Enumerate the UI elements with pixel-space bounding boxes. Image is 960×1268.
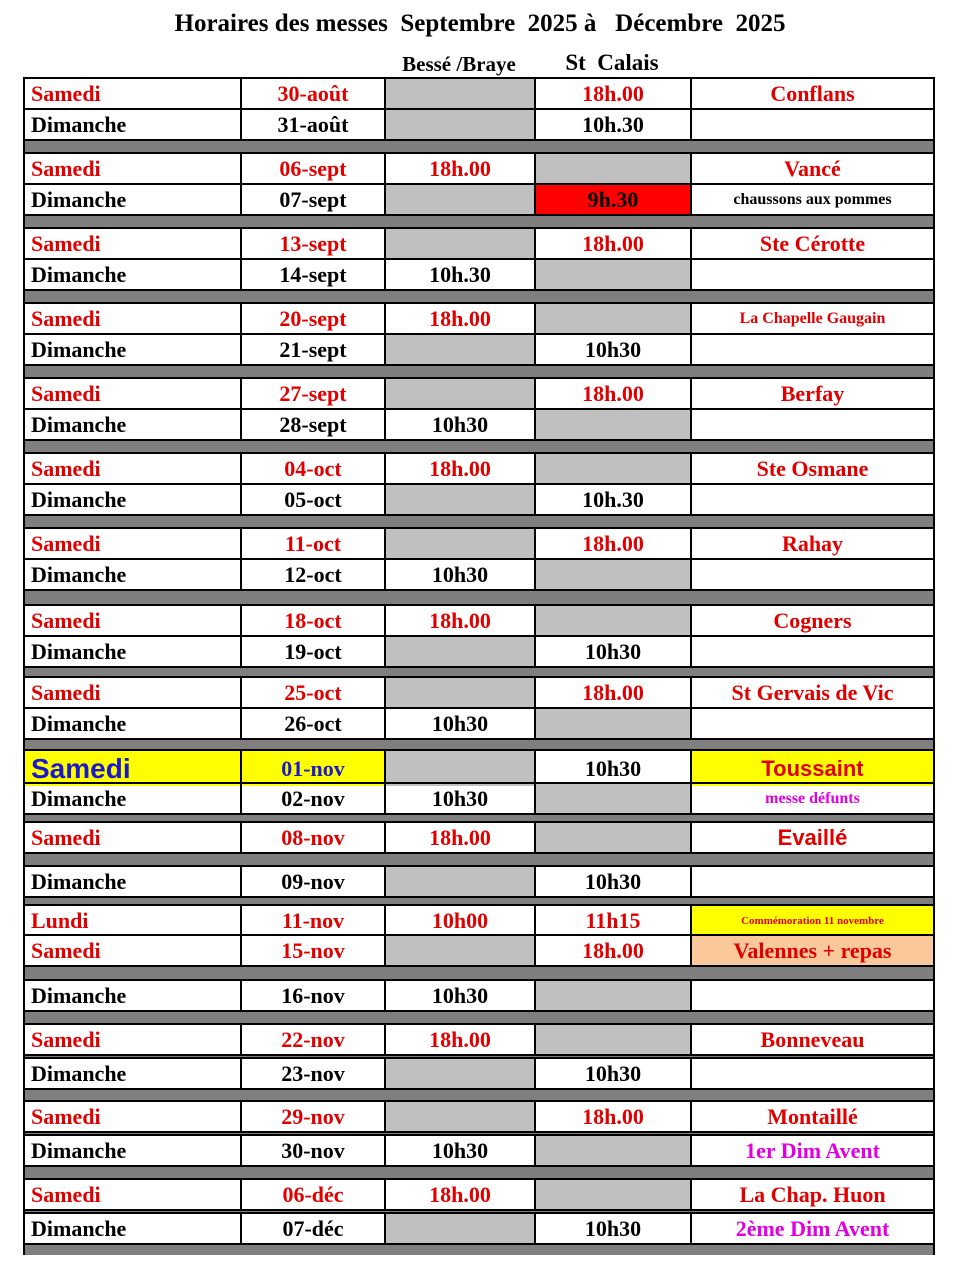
date-cell: 09-nov xyxy=(240,865,384,896)
date-cell: 22-nov xyxy=(240,1023,384,1054)
besse-time-cell: 18h.00 xyxy=(384,821,534,852)
note-cell: Ste Cérotte xyxy=(690,227,935,258)
day-cell: Dimanche xyxy=(23,108,240,139)
note-cell: Montaillé xyxy=(690,1100,935,1131)
note-cell xyxy=(690,108,935,139)
note-cell xyxy=(690,635,935,666)
st-calais-time-cell xyxy=(534,979,690,1010)
day-cell: Samedi xyxy=(23,934,240,965)
note-cell: La Chapelle Gaugain xyxy=(690,302,935,333)
date-cell: 18-oct xyxy=(240,604,384,635)
note-cell xyxy=(690,558,935,589)
note-cell: Conflans xyxy=(690,77,935,108)
st-calais-time-cell: 9h.30 xyxy=(534,183,690,214)
table-row xyxy=(23,152,935,183)
row-separator xyxy=(23,589,935,604)
row-separator xyxy=(23,1165,935,1178)
st-calais-time-cell: 18h.00 xyxy=(534,1100,690,1131)
date-cell: 06-déc xyxy=(240,1178,384,1209)
st-calais-time-cell: 18h.00 xyxy=(534,227,690,258)
day-cell: Samedi xyxy=(23,452,240,483)
table-row xyxy=(23,604,935,635)
table-row xyxy=(23,183,935,214)
row-separator xyxy=(23,439,935,452)
st-calais-time-cell: 18h.00 xyxy=(534,676,690,707)
table-row xyxy=(23,77,935,108)
st-calais-time-cell xyxy=(534,152,690,183)
besse-time-cell xyxy=(384,934,534,965)
note-cell xyxy=(690,258,935,289)
table-row xyxy=(23,333,935,364)
besse-time-cell: 18h.00 xyxy=(384,1023,534,1054)
st-calais-time-cell: 11h15 xyxy=(534,904,690,935)
row-separator xyxy=(23,738,935,749)
date-cell: 14-sept xyxy=(240,258,384,289)
day-cell: Samedi xyxy=(23,604,240,635)
date-cell: 02-nov xyxy=(240,782,384,813)
st-calais-time-cell xyxy=(534,258,690,289)
day-cell: Samedi xyxy=(23,77,240,108)
table-row xyxy=(23,1178,935,1209)
table-row xyxy=(23,1023,935,1054)
column-header-st-calais: St Calais xyxy=(565,50,659,75)
besse-time-cell: 10h30 xyxy=(384,782,534,813)
besse-time-cell: 10h30 xyxy=(384,1134,534,1165)
st-calais-time-cell xyxy=(534,1178,690,1209)
date-cell: 31-août xyxy=(240,108,384,139)
note-cell: Toussaint xyxy=(690,749,935,786)
table-row xyxy=(23,749,935,786)
row-separator xyxy=(23,1243,935,1255)
day-cell: Dimanche xyxy=(23,707,240,738)
st-calais-time-cell: 10h30 xyxy=(534,333,690,364)
note-cell: 2ème Dim Avent xyxy=(690,1212,935,1243)
row-separator xyxy=(23,214,935,227)
table-row xyxy=(23,934,935,965)
besse-time-cell xyxy=(384,865,534,896)
day-cell: Dimanche xyxy=(23,1057,240,1088)
table-row xyxy=(23,676,935,707)
date-cell: 27-sept xyxy=(240,377,384,408)
besse-time-cell xyxy=(384,676,534,707)
date-cell: 04-oct xyxy=(240,452,384,483)
row-separator xyxy=(23,896,935,904)
date-cell: 29-nov xyxy=(240,1100,384,1131)
note-cell xyxy=(690,865,935,896)
besse-time-cell xyxy=(384,635,534,666)
st-calais-time-cell: 10h30 xyxy=(534,635,690,666)
note-cell: Vancé xyxy=(690,152,935,183)
besse-time-cell xyxy=(384,749,534,786)
date-cell: 11-nov xyxy=(240,904,384,935)
besse-time-cell xyxy=(384,1057,534,1088)
table-row xyxy=(23,979,935,1010)
day-cell: Samedi xyxy=(23,152,240,183)
day-cell: Dimanche xyxy=(23,483,240,514)
date-cell: 05-oct xyxy=(240,483,384,514)
day-cell: Dimanche xyxy=(23,258,240,289)
besse-time-cell: 18h.00 xyxy=(384,452,534,483)
table-row xyxy=(23,1134,935,1165)
st-calais-time-cell: 10h.30 xyxy=(534,483,690,514)
table-row xyxy=(23,707,935,738)
note-cell: Bonneveau xyxy=(690,1023,935,1054)
st-calais-time-cell: 10h30 xyxy=(534,1212,690,1243)
day-cell: Dimanche xyxy=(23,333,240,364)
note-cell: 1er Dim Avent xyxy=(690,1134,935,1165)
note-cell xyxy=(690,333,935,364)
besse-time-cell: 10h30 xyxy=(384,408,534,439)
besse-time-cell: 18h.00 xyxy=(384,152,534,183)
besse-time-cell xyxy=(384,333,534,364)
day-cell: Dimanche xyxy=(23,408,240,439)
day-cell: Dimanche xyxy=(23,1212,240,1243)
date-cell: 08-nov xyxy=(240,821,384,852)
st-calais-time-cell: 10h30 xyxy=(534,1057,690,1088)
row-separator xyxy=(23,1010,935,1023)
note-cell: Rahay xyxy=(690,527,935,558)
besse-time-cell: 10h.30 xyxy=(384,258,534,289)
note-cell: Ste Osmane xyxy=(690,452,935,483)
besse-time-cell: 18h.00 xyxy=(384,604,534,635)
besse-time-cell: 10h30 xyxy=(384,979,534,1010)
date-cell: 21-sept xyxy=(240,333,384,364)
date-cell: 11-oct xyxy=(240,527,384,558)
date-cell: 30-nov xyxy=(240,1134,384,1165)
st-calais-time-cell xyxy=(534,302,690,333)
date-cell: 12-oct xyxy=(240,558,384,589)
besse-time-cell: 10h00 xyxy=(384,904,534,935)
st-calais-time-cell xyxy=(534,604,690,635)
besse-time-cell xyxy=(384,377,534,408)
row-separator xyxy=(23,139,935,152)
st-calais-time-cell: 10h.30 xyxy=(534,108,690,139)
besse-time-cell xyxy=(384,527,534,558)
note-cell: Valennes + repas xyxy=(690,934,935,965)
row-separator xyxy=(23,1088,935,1100)
day-cell: Dimanche xyxy=(23,1134,240,1165)
st-calais-time-cell xyxy=(534,408,690,439)
date-cell: 25-oct xyxy=(240,676,384,707)
besse-time-cell xyxy=(384,483,534,514)
row-separator xyxy=(23,813,935,821)
date-cell: 23-nov xyxy=(240,1057,384,1088)
table-row xyxy=(23,782,935,813)
date-cell: 13-sept xyxy=(240,227,384,258)
date-cell: 01-nov xyxy=(240,749,384,786)
besse-time-cell: 18h.00 xyxy=(384,1178,534,1209)
day-cell: Dimanche xyxy=(23,865,240,896)
table-row xyxy=(23,635,935,666)
date-cell: 26-oct xyxy=(240,707,384,738)
st-calais-time-cell: 18h.00 xyxy=(534,77,690,108)
note-cell xyxy=(690,707,935,738)
table-row xyxy=(23,302,935,333)
day-cell: Samedi xyxy=(23,1100,240,1131)
day-cell: Samedi xyxy=(23,227,240,258)
row-separator xyxy=(23,364,935,377)
besse-time-cell: 18h.00 xyxy=(384,302,534,333)
note-cell xyxy=(690,483,935,514)
note-cell xyxy=(690,979,935,1010)
date-cell: 07-déc xyxy=(240,1212,384,1243)
besse-time-cell xyxy=(384,77,534,108)
note-cell: Cogners xyxy=(690,604,935,635)
table-row xyxy=(23,527,935,558)
besse-time-cell xyxy=(384,108,534,139)
day-cell: Samedi xyxy=(23,1178,240,1209)
day-cell: Dimanche xyxy=(23,183,240,214)
st-calais-time-cell: 10h30 xyxy=(534,865,690,896)
note-cell: Evaillé xyxy=(690,821,935,852)
note-cell: messe défunts xyxy=(690,782,935,813)
st-calais-time-cell xyxy=(534,821,690,852)
day-cell: Dimanche xyxy=(23,558,240,589)
st-calais-time-cell xyxy=(534,558,690,589)
date-cell: 06-sept xyxy=(240,152,384,183)
day-cell: Dimanche xyxy=(23,635,240,666)
note-cell: St Gervais de Vic xyxy=(690,676,935,707)
table-row xyxy=(23,408,935,439)
day-cell: Dimanche xyxy=(23,782,240,813)
table-row xyxy=(23,821,935,852)
note-cell: chaussons aux pommes xyxy=(690,183,935,214)
st-calais-time-cell: 18h.00 xyxy=(534,377,690,408)
table-row xyxy=(23,558,935,589)
day-cell: Samedi xyxy=(23,1023,240,1054)
st-calais-time-cell xyxy=(534,782,690,813)
table-row xyxy=(23,1057,935,1088)
table-row xyxy=(23,377,935,408)
besse-time-cell: 10h30 xyxy=(384,558,534,589)
date-cell: 19-oct xyxy=(240,635,384,666)
st-calais-time-cell xyxy=(534,1023,690,1054)
row-separator xyxy=(23,965,935,979)
besse-time-cell xyxy=(384,227,534,258)
st-calais-time-cell: 10h30 xyxy=(534,749,690,786)
day-cell: Samedi xyxy=(23,821,240,852)
besse-time-cell xyxy=(384,1100,534,1131)
date-cell: 15-nov xyxy=(240,934,384,965)
table-row xyxy=(23,904,935,935)
table-row xyxy=(23,227,935,258)
table-row xyxy=(23,452,935,483)
note-cell xyxy=(690,1057,935,1088)
note-cell: Berfay xyxy=(690,377,935,408)
besse-time-cell: 10h30 xyxy=(384,707,534,738)
table-row xyxy=(23,1212,935,1243)
table-row xyxy=(23,483,935,514)
date-cell: 30-août xyxy=(240,77,384,108)
day-cell: Samedi xyxy=(23,377,240,408)
day-cell: Samedi xyxy=(23,527,240,558)
day-cell: Dimanche xyxy=(23,979,240,1010)
row-separator xyxy=(23,289,935,302)
row-separator xyxy=(23,852,935,865)
st-calais-time-cell: 18h.00 xyxy=(534,527,690,558)
day-cell: Lundi xyxy=(23,904,240,935)
besse-time-cell xyxy=(384,183,534,214)
table-row xyxy=(23,108,935,139)
note-cell xyxy=(690,408,935,439)
table-row xyxy=(23,258,935,289)
st-calais-time-cell: 18h.00 xyxy=(534,934,690,965)
note-cell: Commémoration 11 novembre xyxy=(690,904,935,935)
column-header-besse: Bessé /Braye xyxy=(402,52,516,76)
day-cell: Samedi xyxy=(23,749,240,786)
date-cell: 20-sept xyxy=(240,302,384,333)
st-calais-time-cell xyxy=(534,452,690,483)
table-row xyxy=(23,1100,935,1131)
st-calais-time-cell xyxy=(534,707,690,738)
date-cell: 28-sept xyxy=(240,408,384,439)
date-cell: 16-nov xyxy=(240,979,384,1010)
page-title: Horaires des messes Septembre 2025 à Décembre 2025 xyxy=(174,10,786,37)
note-cell: La Chap. Huon xyxy=(690,1178,935,1209)
day-cell: Samedi xyxy=(23,302,240,333)
row-separator xyxy=(23,514,935,527)
st-calais-time-cell xyxy=(534,1134,690,1165)
day-cell: Samedi xyxy=(23,676,240,707)
table-row xyxy=(23,865,935,896)
besse-time-cell xyxy=(384,1212,534,1243)
row-separator xyxy=(23,666,935,676)
date-cell: 07-sept xyxy=(240,183,384,214)
